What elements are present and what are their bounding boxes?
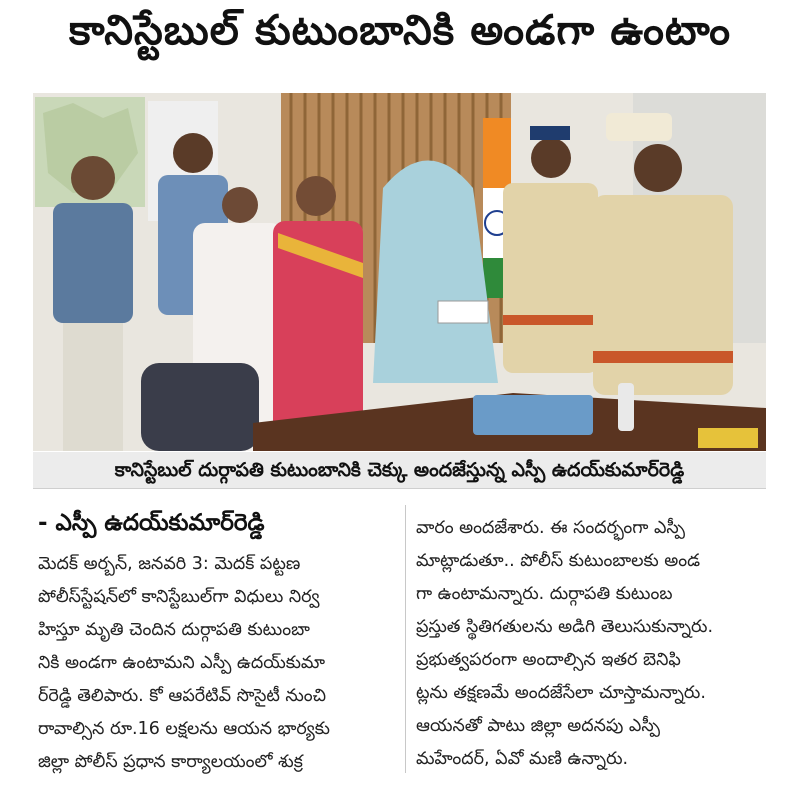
article-line: మహేందర్, ఏవో మణి ఉన్నారు. <box>416 749 629 769</box>
headline: కానిస్టేబుల్ కుటుంబానికి అండగా ఉంటాం <box>68 6 732 54</box>
article-line: పోలీస్‌స్టేషన్‌లో కానిస్టేబుల్‌గా విధులు నిర్వ <box>38 587 320 607</box>
article-line: ఆయనతో పాటు జిల్లా అదనపు ఎస్పీ <box>416 716 660 736</box>
column-divider <box>405 505 406 773</box>
article-line: ర్‌రెడ్డి తెలిపారు. కో ఆపరేటివ్ సొసైటీ నుంచి <box>38 686 327 706</box>
article-line: రావాల్సిన రూ.16 లక్షలను ఆయన భార్యకు <box>38 719 330 739</box>
article-line: నికి అండగా ఉంటామని ఎస్పీ ఉదయ్‌కుమా <box>38 653 326 673</box>
photo-caption: కానిస్టేబుల్ దుర్గాపతి కుటుంబానికి చెక్కు అందజేస్తున్న ఎస్పీ ఉదయ్‌కుమార్‌రెడ్డి <box>33 452 766 489</box>
article-line: గా ఉంటామన్నారు. దుర్గాపతి కుటుంబ <box>416 584 673 604</box>
article-line: ప్రభుత్వపరంగా అందాల్సిన ఇతర బెనిఫి <box>416 650 681 670</box>
article-body-right-column <box>416 512 768 776</box>
article-line: ప్రస్తుత స్థితిగతులను అడిగి తెలుసుకున్నారు. <box>416 617 714 637</box>
article-line: హిస్తూ మృతి చెందిన దుర్గాపతి కుటుంబా <box>38 620 310 640</box>
subheadline: - ఎస్పీ ఉదయ్‌కుమార్‌రెడ్డి <box>38 510 265 536</box>
article-line: వారం అందజేశారు. ఈ సందర్భంగా ఎస్పీ <box>416 518 686 538</box>
article-line: మాట్లాడుతూ.. పోలీస్ కుటుంబాలకు అండ <box>416 551 701 571</box>
news-photo <box>33 93 766 451</box>
article-body-left-column <box>38 548 400 779</box>
article-line: మెదక్ అర్బన్, జనవరి 3: మెదక్ పట్టణ <box>38 554 301 574</box>
article-line: ట్లను తక్షణమే అందజేసేలా చూస్తామన్నారు. <box>416 683 706 703</box>
article-line: జిల్లా పోలీస్ ప్రధాన కార్యాలయంలో శుక్ర <box>38 752 303 772</box>
